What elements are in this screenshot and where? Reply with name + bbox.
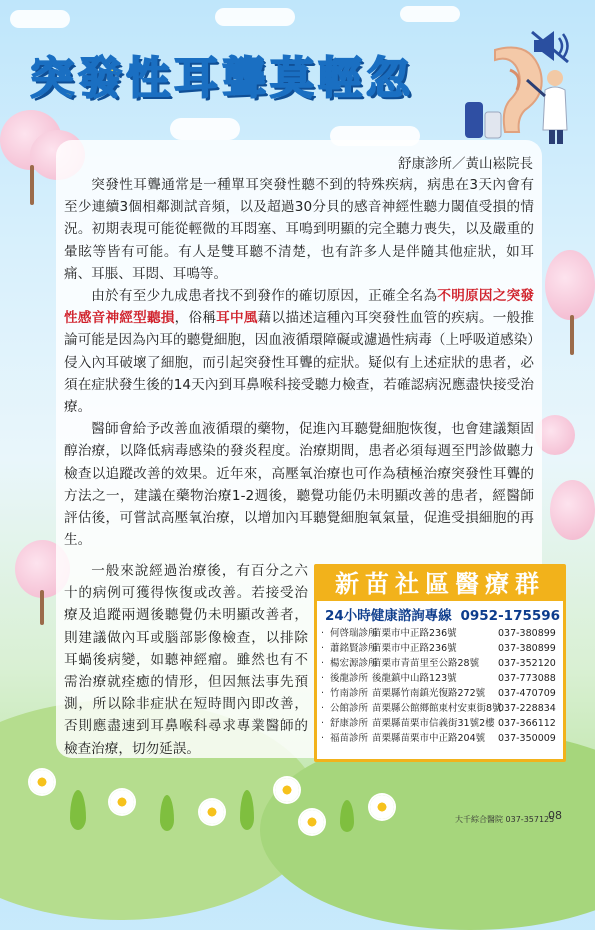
bullet-dot-icon: · [321,658,325,669]
article-author: 舒康診所／黃山崧院長 [398,156,533,172]
clinic-phone: 037-366112 [498,718,556,729]
bullet-dot-icon: · [321,703,325,714]
clinic-phone: 037-350009 [498,733,556,744]
cloud-decoration [215,8,295,26]
clinic-row [317,686,563,701]
page-title: 突發性耳聾莫輕忽 [30,53,414,104]
cloud-decoration [400,6,460,22]
clinic-phone: 037-380899 [498,643,556,654]
clinic-row [317,731,563,746]
cloud-decoration [170,118,240,140]
clinic-address: 苗栗縣苗栗市信義街31號2樓 [372,718,495,729]
paragraph-2-text-a: 由於有至少九成患者找不到發作的確切原因，正確全名為 [91,288,438,305]
clinic-name: 楊宏源診所 [330,658,378,669]
highlight-full-name: 不明原因之突發性感音神經型聽損 [64,288,535,327]
clinic-group-title: 新苗社區醫療群 [317,567,563,601]
bullet-dot-icon: · [321,643,325,654]
clinic-name: 竹南診所 [330,688,369,699]
highlight-common-name: 耳中風 [216,310,258,327]
clinic-address: 苗栗市青苗里至公路28號 [372,658,480,669]
pink-tree-decoration [545,250,595,320]
bullet-dot-icon: · [321,673,325,684]
hotline-label: 24小時健康諮詢專線 [325,608,452,624]
article-paragraph-4: 一般來說經過治療後，有百分之六十的病例可獲得恢復或改善。若接受治療及追蹤兩週後聽覺仍未明顯改善者，則建議做內耳或腦部影像檢查，以排除耳蝸後病變，如聽神經瘤。雖然也有不需治療就痊癒的情形，但因無法事先預測，所以除非症狀在短時間內即改善，否則應盡速到耳鼻喉科尋求專業醫師的檢查治療，切勿延誤。 [64,563,308,757]
hotline [317,601,563,626]
article-paragraph-2 [64,285,534,418]
bullet-dot-icon: · [321,718,325,729]
tree-trunk-decoration [570,315,574,355]
daisy-flower-decoration [275,778,299,802]
doctor-ear-illustration [455,40,575,145]
clinic-name: 蕭銘賢診所 [330,643,378,654]
article-body-bottom [64,560,308,760]
page-number: 08 [548,809,562,822]
bullet-dot-icon: · [321,688,325,699]
clinic-name: 福苗診所 [330,733,369,744]
bullet-dot-icon: · [321,628,325,639]
footer-hospital-note: 大千綜合醫院 037-357125 [455,815,555,824]
clinic-row [317,656,563,671]
article-paragraph-1: 突發性耳聾通常是一種單耳突發性聽不到的特殊疾病，病患在3天內會有至少連續3個相鄰測試音頻，以及超過30分貝的感音神經性聽力閾值受損的情況。初期表現可能從輕微的耳悶塞、耳鳴到明顯的完全聽力喪失，以及嚴重的暈眩等皆有可能。有人是雙耳聽不清楚，也有許多人是伴隨其他症狀，如耳痛、耳脹、耳悶、耳鳴等。 [64,177,534,282]
daisy-flower-decoration [110,790,134,814]
tree-trunk-decoration [40,590,44,625]
clinic-name: 何啓瑞診所 [330,628,378,639]
clinic-name: 舒康診所 [330,718,369,729]
article-body [64,174,534,551]
daisy-flower-decoration [370,795,394,819]
clinic-list [317,626,563,746]
daisy-flower-decoration [30,770,54,794]
clinic-name: 公館診所 [330,703,369,714]
pink-tree-decoration [550,480,595,540]
paragraph-2-text-c: 藉以描述這種內耳突發性血管的疾病。一般推論可能是因為內耳的聽覺細胞，因血液循環障礙或濾過性病毒（上呼吸道感染）侵入內耳破壞了細胞，而引起突發性耳聾的症狀。疑似有上述症狀的患者，必須在症狀發生後的14天內到耳鼻喉科接受聽力檢查，若確認病況應盡快接受治療。 [64,310,535,416]
clinic-address: 苗栗市中正路236號 [372,643,457,654]
daisy-flower-decoration [200,800,224,824]
clinic-phone: 037-228834 [498,703,556,714]
clinic-address: 後龍鎮中山路123號 [372,673,457,684]
hotline-number: 0952-175596 [460,608,561,624]
cloud-decoration [10,10,70,28]
clinic-row [317,716,563,731]
clinic-address: 苗栗縣竹南鎮光復路272號 [372,688,486,699]
clinic-phone: 037-380899 [498,628,556,639]
tree-trunk-decoration [30,165,34,205]
clinic-phone: 037-773088 [498,673,556,684]
clinic-group-box [314,564,566,762]
paragraph-2-text-b: ，俗稱 [174,310,217,327]
clinic-address: 苗栗縣苗栗市中正路204號 [372,733,486,744]
clinic-address: 苗栗縣公館鄉館東村安東街8號 [372,703,502,714]
clinic-row [317,671,563,686]
clinic-phone: 037-352120 [498,658,556,669]
daisy-flower-decoration [300,810,324,834]
clinic-address: 苗栗市中正路236號 [372,628,457,639]
bullet-dot-icon: · [321,733,325,744]
clinic-row [317,701,563,716]
clinic-name: 後龍診所 [330,673,369,684]
clinic-row [317,626,563,641]
clinic-phone: 037-470709 [498,688,556,699]
article-paragraph-3: 醫師會給予改善血液循環的藥物，促進內耳聽覺細胞恢復，也會建議類固醇治療，以降低病毒感染的發炎程度。治療期間，患者必須每週至門診做聽力檢查以追蹤改善的效果。近年來，高壓氧治療也可作為積極治療突發性耳聾的方法之一，建議在藥物治療1-2週後，聽覺功能仍未明顯改善的患者，經醫師評估後，可嘗試高壓氧治療，以增加內耳聽覺細胞氧氣量，促進受損細胞的再生。 [64,421,534,549]
clinic-row [317,641,563,656]
